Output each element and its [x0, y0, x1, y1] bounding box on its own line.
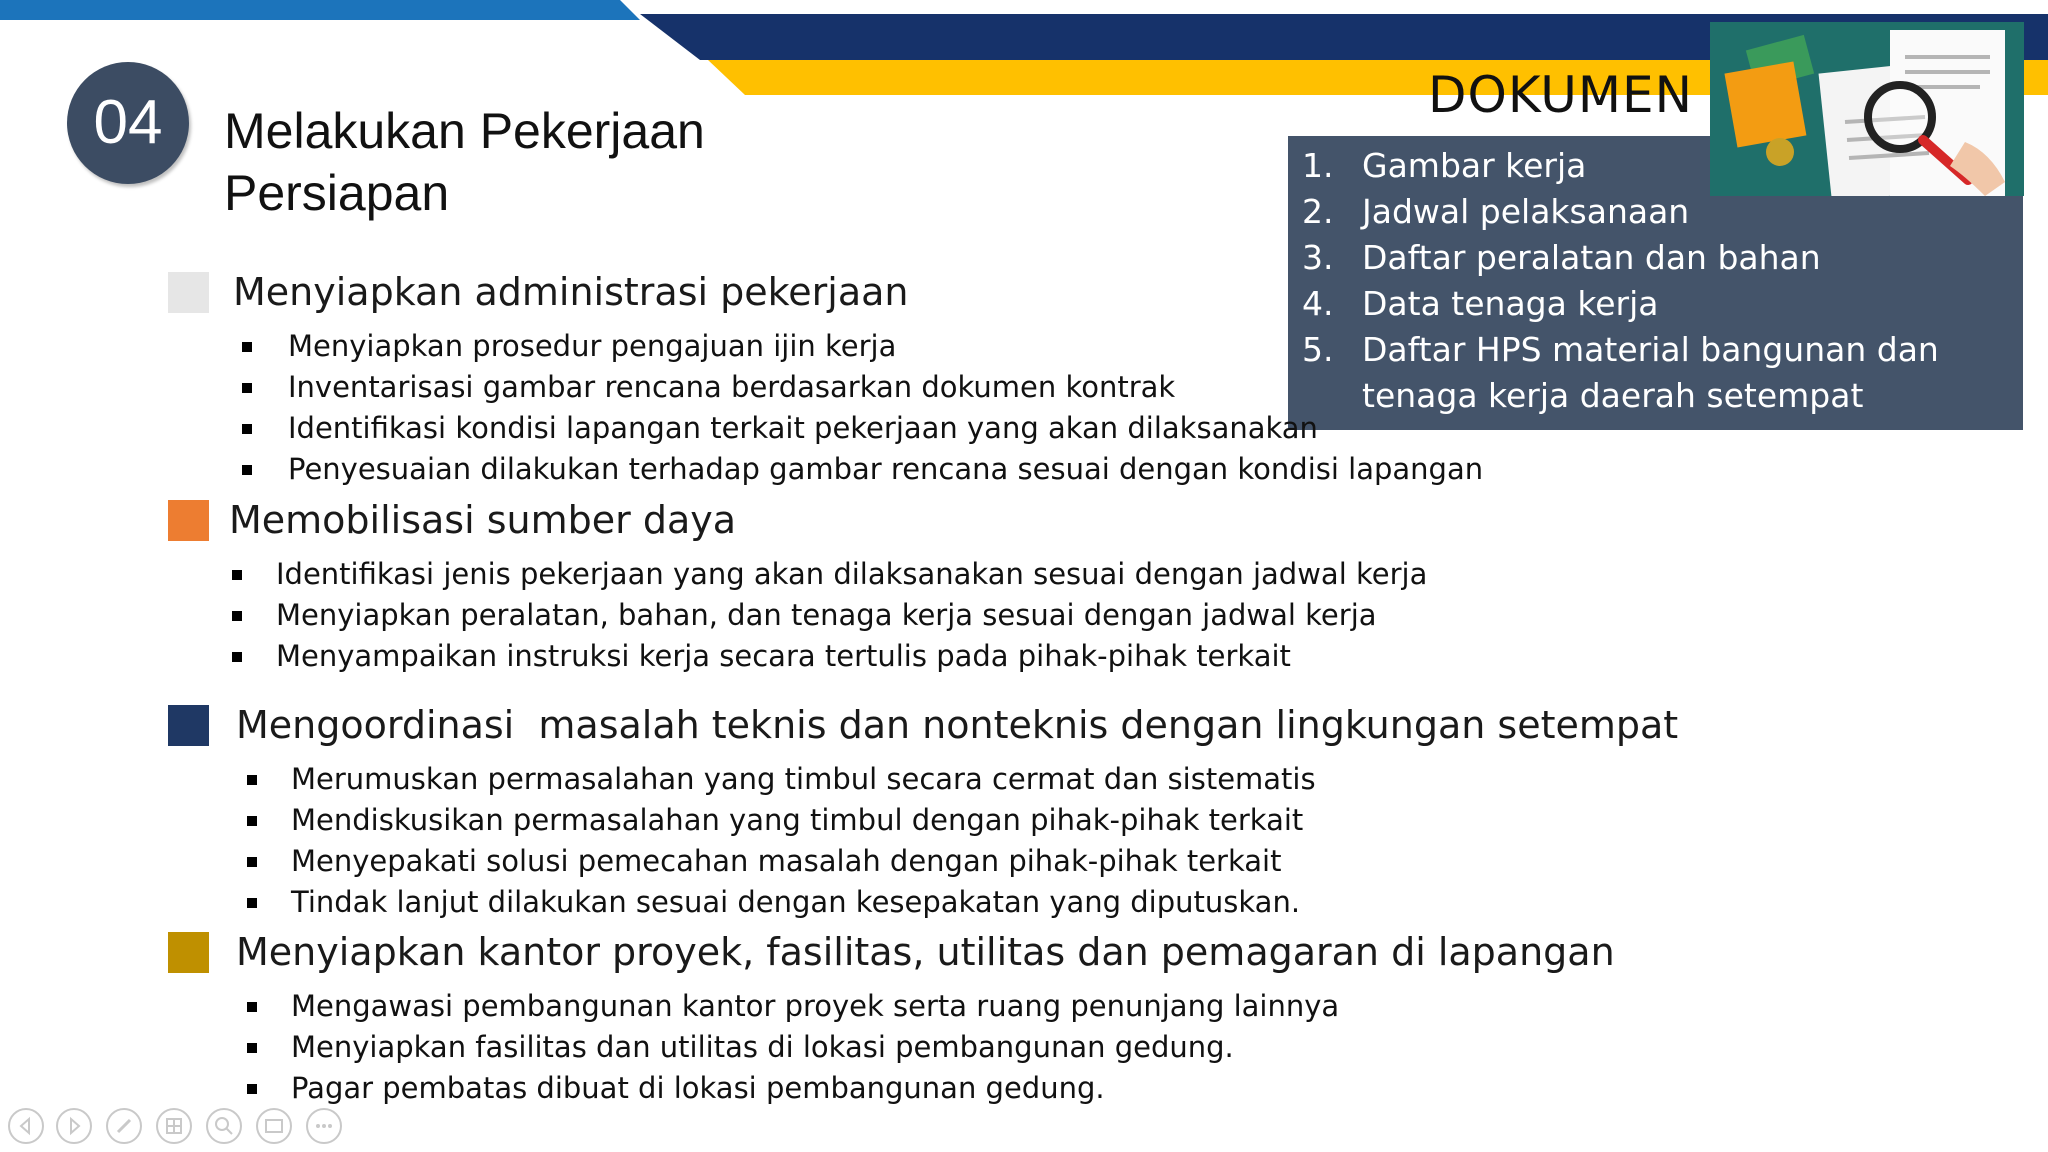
section-title: Mengoordinasi masalah teknis dan nonteknis dengan lingkungan setempat [236, 703, 1679, 747]
subtitles-button[interactable] [256, 1108, 292, 1144]
list-item [242, 367, 1483, 408]
list-item [247, 1027, 1615, 1068]
see-all-slides-button[interactable] [156, 1108, 192, 1144]
list-item [247, 986, 1615, 1027]
dokumen-item-text: Data tenaga kerja [1362, 284, 1659, 323]
dokumen-item-number: 3. [1302, 238, 1334, 277]
bullet-marker [242, 424, 252, 434]
bullet-marker [247, 816, 257, 826]
section-heading [168, 703, 1678, 747]
zoom-button[interactable] [206, 1108, 242, 1144]
more-icon [308, 1110, 340, 1142]
arrow-right-icon [58, 1110, 90, 1142]
bullet-marker [247, 775, 257, 785]
section-title: Menyiapkan administrasi pekerjaan [233, 270, 909, 314]
list-item-text: Identifikasi kondisi lapangan terkait pekerjaan yang akan dilaksanakan [288, 411, 1318, 445]
screen-icon [258, 1110, 290, 1142]
bullet-marker [247, 857, 257, 867]
list-item-text: Merumuskan permasalahan yang timbul secara cermat dan sistematis [291, 762, 1316, 796]
bullet-marker [242, 465, 252, 475]
previous-slide-button[interactable] [8, 1108, 44, 1144]
bullet-marker [232, 570, 242, 580]
bullet-marker [247, 1002, 257, 1012]
list-item-text: Menyampaikan instruksi kerja secara tertulis pada pihak-pihak terkait [276, 639, 1291, 673]
dokumen-item-number: 5. [1302, 330, 1334, 369]
dokumen-heading: DOKUMEN [1428, 66, 1694, 124]
pen-tool-button[interactable] [106, 1108, 142, 1144]
list-item [242, 449, 1483, 490]
list-item-text: Inventarisasi gambar rencana berdasarkan dokumen kontrak [288, 370, 1176, 404]
section-heading [168, 270, 1483, 314]
list-item [232, 554, 1427, 595]
section-color-square [168, 705, 209, 746]
list-item-text: Mengawasi pembangunan kantor proyek serta ruang penunjang lainnya [291, 989, 1340, 1023]
bullet-marker [247, 898, 257, 908]
list-item [247, 800, 1678, 841]
section-color-square [168, 272, 209, 313]
dokumen-item-text: Gambar kerja [1362, 146, 1587, 185]
section-administrasi [168, 270, 1483, 490]
document-magnifier-illustration [1710, 22, 2024, 196]
list-item-text: Penyesuaian dilakukan terhadap gambar rencana sesuai dengan kondisi lapangan [288, 452, 1484, 486]
list-item [247, 759, 1678, 800]
section-heading [168, 930, 1615, 974]
next-slide-button[interactable] [56, 1108, 92, 1144]
list-item-text: Menyiapkan prosedur pengajuan ijin kerja [288, 329, 897, 363]
section-heading [168, 498, 1427, 542]
section-number-badge: 04 [67, 62, 189, 184]
magnifier-icon [208, 1110, 240, 1142]
list-item [242, 326, 1483, 367]
list-item-text: Menyepakati solusi pemecahan masalah dengan pihak-pihak terkait [291, 844, 1282, 878]
bullet-list [247, 986, 1615, 1109]
list-item-text: Pagar pembatas dibuat di lokasi pembangunan gedung. [291, 1071, 1105, 1105]
bullet-list [242, 326, 1483, 490]
list-item [242, 408, 1483, 449]
list-item [247, 841, 1678, 882]
slides-grid-icon [158, 1110, 190, 1142]
list-item [247, 882, 1678, 923]
bullet-list [232, 554, 1427, 677]
section-color-square [168, 500, 209, 541]
dokumen-item-number: 4. [1302, 284, 1334, 323]
list-item-text: Identifikasi jenis pekerjaan yang akan dilaksanakan sesuai dengan jadwal kerja [276, 557, 1428, 591]
list-item [232, 595, 1427, 636]
pen-icon [108, 1110, 140, 1142]
bullet-marker [242, 342, 252, 352]
dokumen-item-number: 1. [1302, 146, 1334, 185]
section-kantor-proyek [168, 930, 1615, 1109]
list-item-text: Menyiapkan fasilitas dan utilitas di lokasi pembangunan gedung. [291, 1030, 1234, 1064]
bullet-marker [247, 1043, 257, 1053]
arrow-left-icon [10, 1110, 42, 1142]
dokumen-item-text: Daftar HPS material bangunan dan tenaga kerja daerah setempat [1362, 330, 1939, 415]
bullet-marker [232, 611, 242, 621]
dokumen-item-text: Daftar peralatan dan bahan [1362, 238, 1821, 277]
slide-title: Melakukan Pekerjaan Persiapan [224, 103, 705, 221]
bullet-marker [232, 652, 242, 662]
section-title: Memobilisasi sumber daya [229, 498, 737, 542]
bullet-marker [247, 1084, 257, 1094]
section-koordinasi [168, 703, 1678, 923]
bullet-marker [242, 383, 252, 393]
dokumen-item-number: 2. [1302, 192, 1334, 231]
section-mobilisasi [168, 498, 1427, 677]
list-item [247, 1068, 1615, 1109]
section-color-square [168, 932, 209, 973]
list-item-text: Menyiapkan peralatan, bahan, dan tenaga kerja sesuai dengan jadwal kerja [276, 598, 1377, 632]
list-item-text: Mendiskusikan permasalahan yang timbul dengan pihak-pihak terkait [291, 803, 1304, 837]
dokumen-item-text: Jadwal pelaksanaan [1362, 192, 1690, 231]
list-item [232, 636, 1427, 677]
list-item-text: Tindak lanjut dilakukan sesuai dengan kesepakatan yang diputuskan. [291, 885, 1301, 919]
bullet-list [247, 759, 1678, 923]
more-options-button[interactable] [306, 1108, 342, 1144]
section-title: Menyiapkan kantor proyek, fasilitas, utilitas dan pemagaran di lapangan [236, 930, 1615, 974]
